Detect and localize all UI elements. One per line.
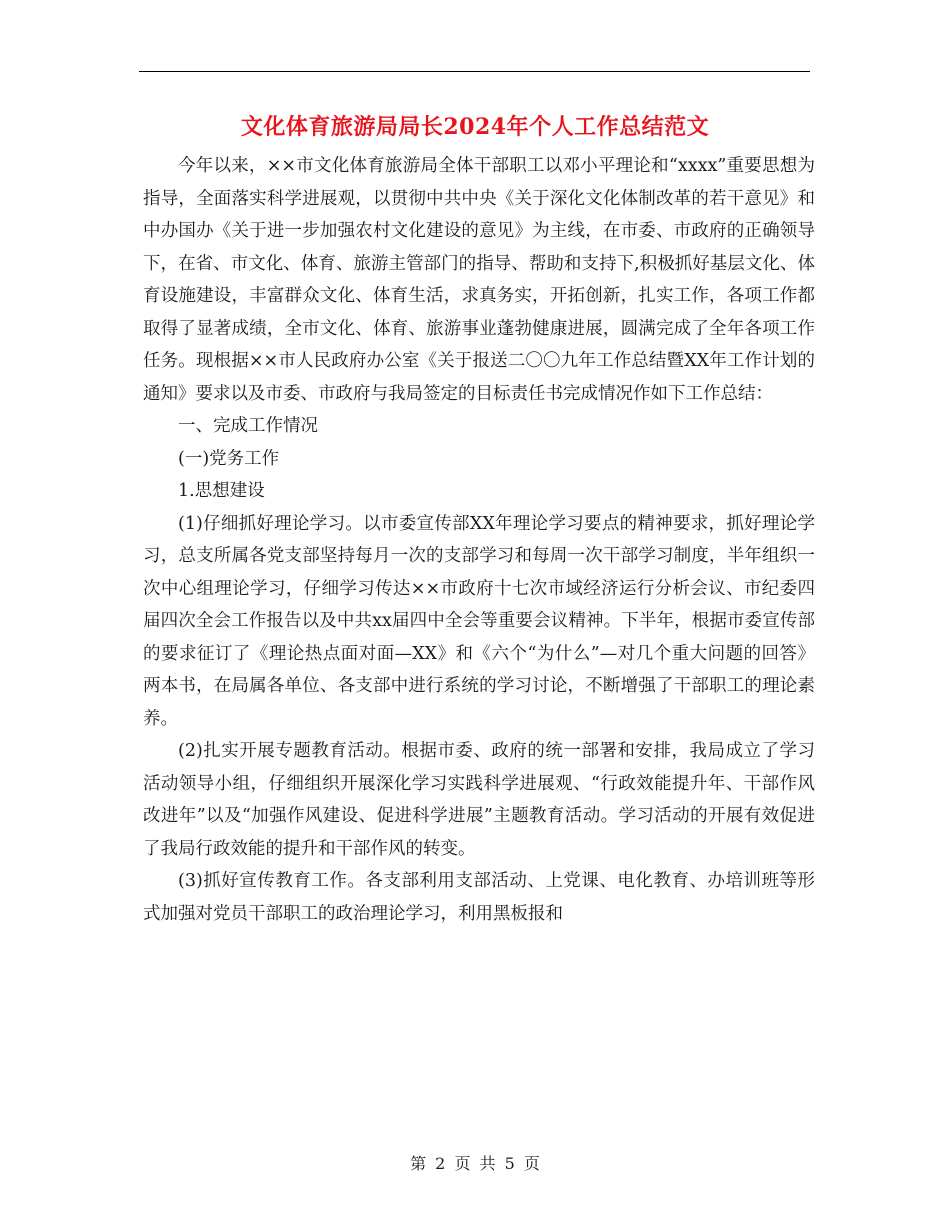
document-body bbox=[143, 150, 815, 930]
section-heading: 一、完成工作情况 bbox=[178, 416, 318, 436]
item-paragraph-1: (1)仔细抓好理论学习。以市委宣传部XX年理论学习要点的精神要求，抓好理论学习，总支所属各党支部坚持每月一次的支部学习和每周一次干部学习制度，半年组织一次中心组理论学习，仔细学习传达××市政府十七次市域经济运行分析会议、市纪委四届四次全会工作报告以及中共xx届四中全会等重要会议精神。下半年，根据市委宣传部的要求征订了《理论热点面对面—XX》和《六个“为什么”—对几个重大问题的回答》两本书，在局属各单位、各支部中进行系统的学习讨论，不断增强了干部职工的理论素养。 bbox=[143, 513, 815, 729]
subsection-heading: (一)党务工作 bbox=[178, 448, 280, 469]
item-paragraph-2: (2)扎实开展专题教育活动。根据市委、政府的统一部署和安排，我局成立了学习活动领导小组，仔细组织开展深化学习实践科学进展观、“行政效能提升年、干部作风改进年”以及“加强作风建设、促进科学进展”主题教育活动。学习活动的开展有效促进了我局行政效能的提升和干部作风的转变。 bbox=[143, 741, 815, 859]
sub-subsection-heading: 1.思想建设 bbox=[178, 481, 265, 501]
header-rule bbox=[139, 71, 810, 72]
page-number: 第 2 页 共 5 页 bbox=[410, 1154, 540, 1173]
document-title: 文化体育旅游局局长2024年个人工作总结范文 bbox=[240, 114, 710, 140]
intro-paragraph: 今年以来，××市文化体育旅游局全体干部职工以邓小平理论和“xxxx”重要思想为指导，全面落实科学进展观，以贯彻中共中央《关于深化文化体制改革的若干意见》和中办国办《关于进一步加强农村文化建设的意见》为主线，在市委、市政府的正确领导下，在省、市文化、体育、旅游主管部门的指导、帮助和支持下,积极抓好基层文化、体育设施建设，丰富群众文化、体育生活，求真务实，开拓创新，扎实工作，各项工作都取得了显著成绩，全市文化、体育、旅游事业蓬勃健康进展，圆满完成了全年各项工作任务。现根据××市人民政府办公室《关于报送二〇〇九年工作总结暨XX年工作计划的通知》要求以及市委、市政府与我局签定的目标责任书完成情况作如下工作总结： bbox=[143, 156, 815, 404]
item-paragraph-3: (3)抓好宣传教育工作。各支部利用支部活动、上党课、电化教育、办培训班等形式加强对党员干部职工的政治理论学习，利用黑板报和 bbox=[143, 871, 815, 924]
